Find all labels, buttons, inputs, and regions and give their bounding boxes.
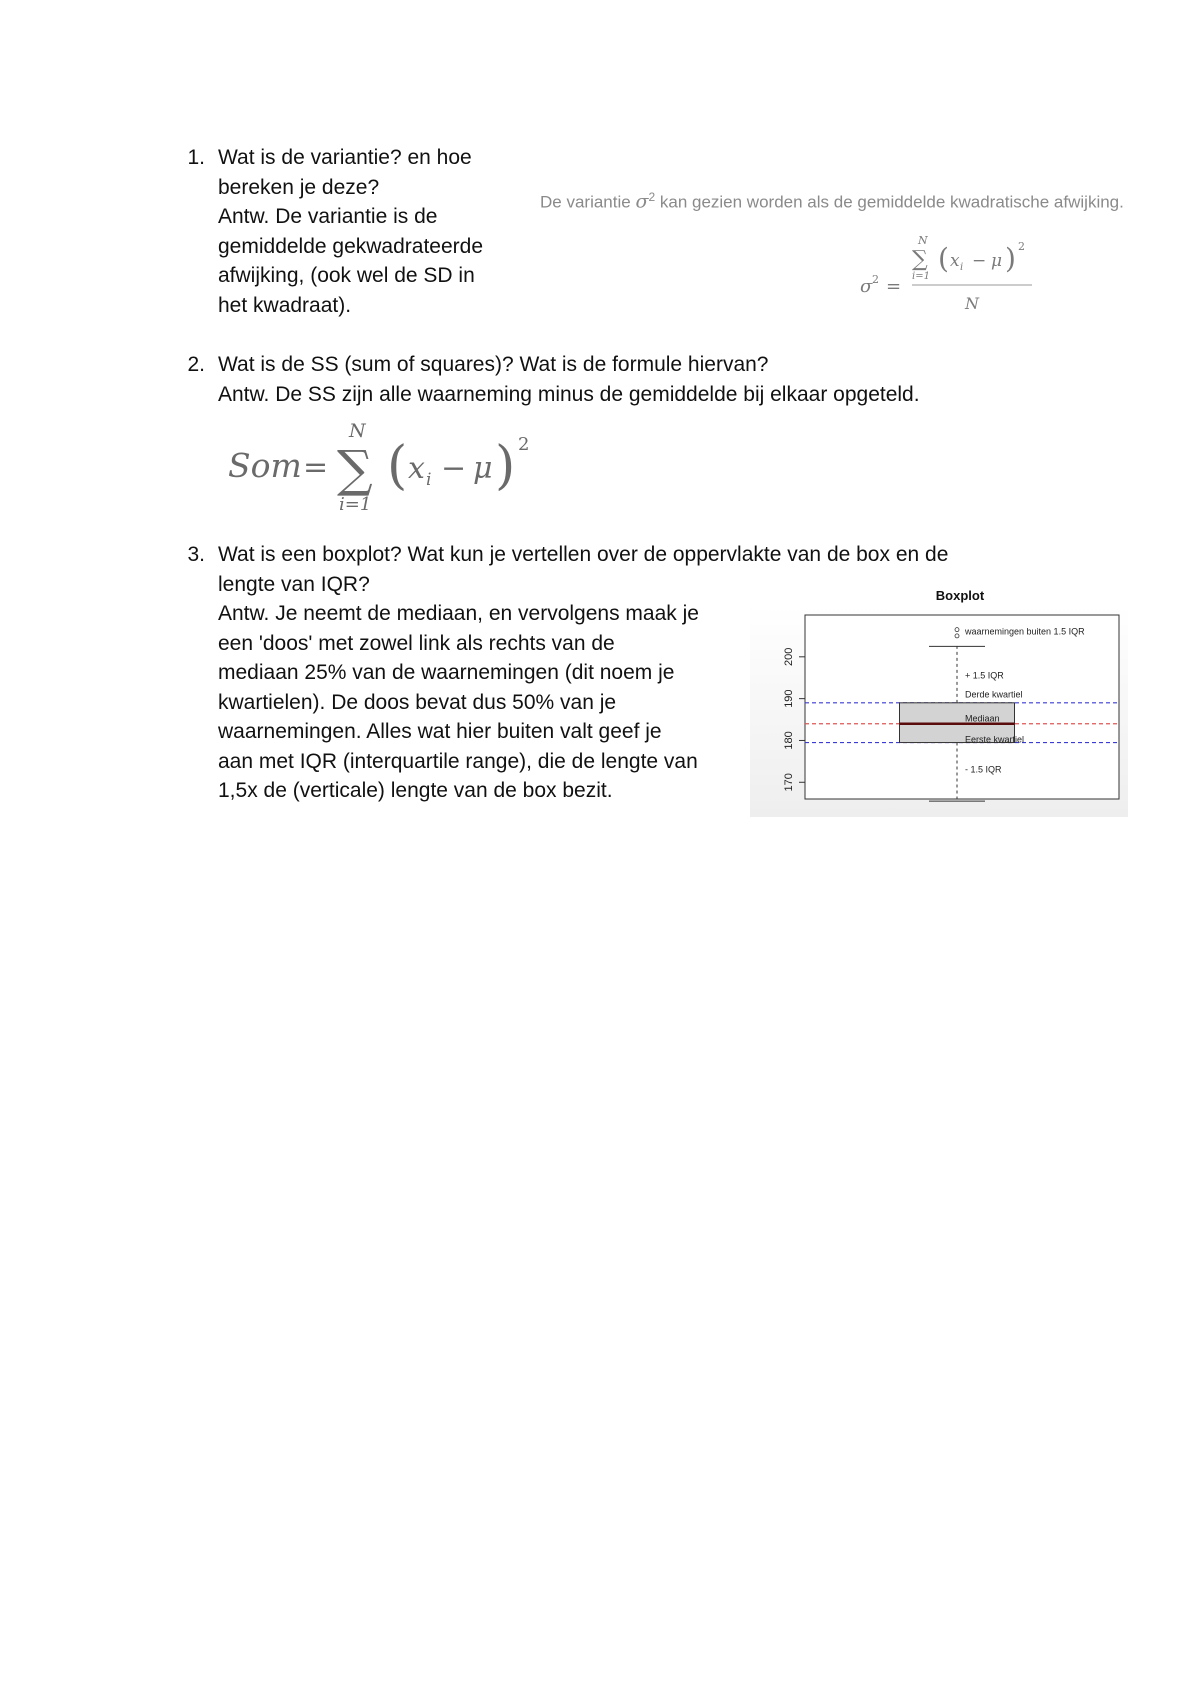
ss-lhs: Som [228, 446, 302, 485]
ss-sq: 2 [518, 434, 530, 455]
ss-sum-top: N [349, 420, 366, 442]
variance-caption [540, 190, 1124, 213]
annotation-1: waarnemingen buiten 1.5 IQR [965, 626, 1085, 637]
ss-minus: − [441, 451, 467, 486]
answer-2 [218, 380, 920, 410]
ss-eq: = [303, 450, 329, 485]
ss-mu: μ [473, 451, 493, 486]
question-2 [218, 350, 769, 380]
annotation-6: - 1.5 IQR [965, 764, 1002, 775]
sigma-exponent: 2 [648, 190, 656, 204]
answer-1-line-2: gemiddelde gekwadrateerde [218, 234, 484, 258]
formula-term-sub: i [960, 262, 964, 273]
ss-rparen: ) [495, 436, 516, 496]
formula-lparen: ( [938, 242, 949, 275]
answer-3 [218, 599, 699, 806]
formula-denominator: N [965, 294, 979, 313]
ss-formula [225, 415, 545, 520]
question-3-line-1: Wat is een boxplot? Wat kun je vertellen over de oppervlakte van de box en de [218, 543, 949, 566]
answer-3-line-2: een 'doos' met zowel link als rechts van de [218, 631, 615, 655]
answer-1-line-3: afwijking, (ook wel de SD in [218, 264, 475, 287]
question-1-line-1: Wat is de variantie? en hoe [218, 146, 472, 169]
ss-sum-sign: ∑ [337, 440, 373, 498]
variance-formula [850, 230, 1050, 320]
annotation-5: Eerste kwartiel [965, 734, 1025, 745]
question-1-line-2: bereken je deze? [218, 175, 380, 199]
question-2-line-1: Wat is de SS (sum of squares)? Wat is de formule hiervan? [218, 353, 769, 376]
formula-mu: μ [991, 251, 1003, 271]
formula-rparen: ) [1005, 242, 1016, 275]
y-tick-label-200: 200 [783, 647, 795, 666]
y-tick-label-180: 180 [783, 731, 795, 750]
y-tick-label-170: 170 [783, 773, 795, 792]
annotation-2: + 1.5 IQR [965, 670, 1004, 681]
answer-3-line-7: 1,5x de (verticale) lengte van de box bezit. [218, 779, 613, 802]
variance-caption-pre: De variantie [540, 192, 631, 212]
annotation-4: Mediaan [965, 713, 1000, 724]
sigma-symbol: σ [635, 190, 649, 213]
answer-1-line-1: Antw. De variantie is de [218, 205, 438, 228]
answer-3-line-3: mediaan 25% van de waarnemingen (dit noem je [218, 661, 675, 684]
ss-lparen: ( [387, 436, 408, 496]
boxplot-title: Boxplot [935, 588, 985, 603]
answer-1-line-4: het kwadraat). [218, 293, 352, 317]
answer-3-line-1: Antw. Je neemt de mediaan, en vervolgens maak je [218, 602, 699, 625]
formula-term: x [950, 251, 960, 271]
answer-1 [218, 202, 483, 320]
formula-eq: = [886, 276, 902, 297]
ss-term: x [408, 451, 425, 486]
list-number-2: 2. [187, 353, 205, 376]
list-number-1: 1. [187, 146, 205, 169]
formula-sum-bottom: i=1 [912, 271, 930, 282]
answer-2-line-1: Antw. De SS zijn alle waarneming minus de gemiddelde bij elkaar opgeteld. [218, 383, 920, 406]
answer-3-line-5: waarnemingen. Alles wat hier buiten valt geef je [218, 720, 662, 743]
question-1 [218, 143, 472, 202]
boxplot-chart [750, 585, 1128, 817]
formula-sum-top: N [918, 234, 928, 247]
formula-sq: 2 [1018, 240, 1025, 253]
y-tick-label-190: 190 [783, 689, 795, 708]
question-3-line-2: lengte van IQR? [218, 572, 370, 596]
formula-lhs-exp: 2 [872, 273, 879, 286]
answer-3-line-4: kwartielen). De doos bevat dus 50% van je [218, 690, 617, 714]
formula-lhs: σ [860, 276, 873, 297]
answer-3-line-6: aan met IQR (interquartile range), die de lengte van [218, 749, 698, 773]
ss-term-sub: i [426, 470, 432, 490]
formula-minus: − [972, 251, 987, 271]
ss-sum-bottom: i=1 [339, 494, 372, 515]
variance-caption-post: kan gezien worden als de gemiddelde kwadratische afwijking. [659, 192, 1124, 212]
formula-sum-sign: ∑ [912, 247, 928, 272]
annotation-3: Derde kwartiel [965, 689, 1023, 700]
list-number-3: 3. [187, 543, 205, 566]
